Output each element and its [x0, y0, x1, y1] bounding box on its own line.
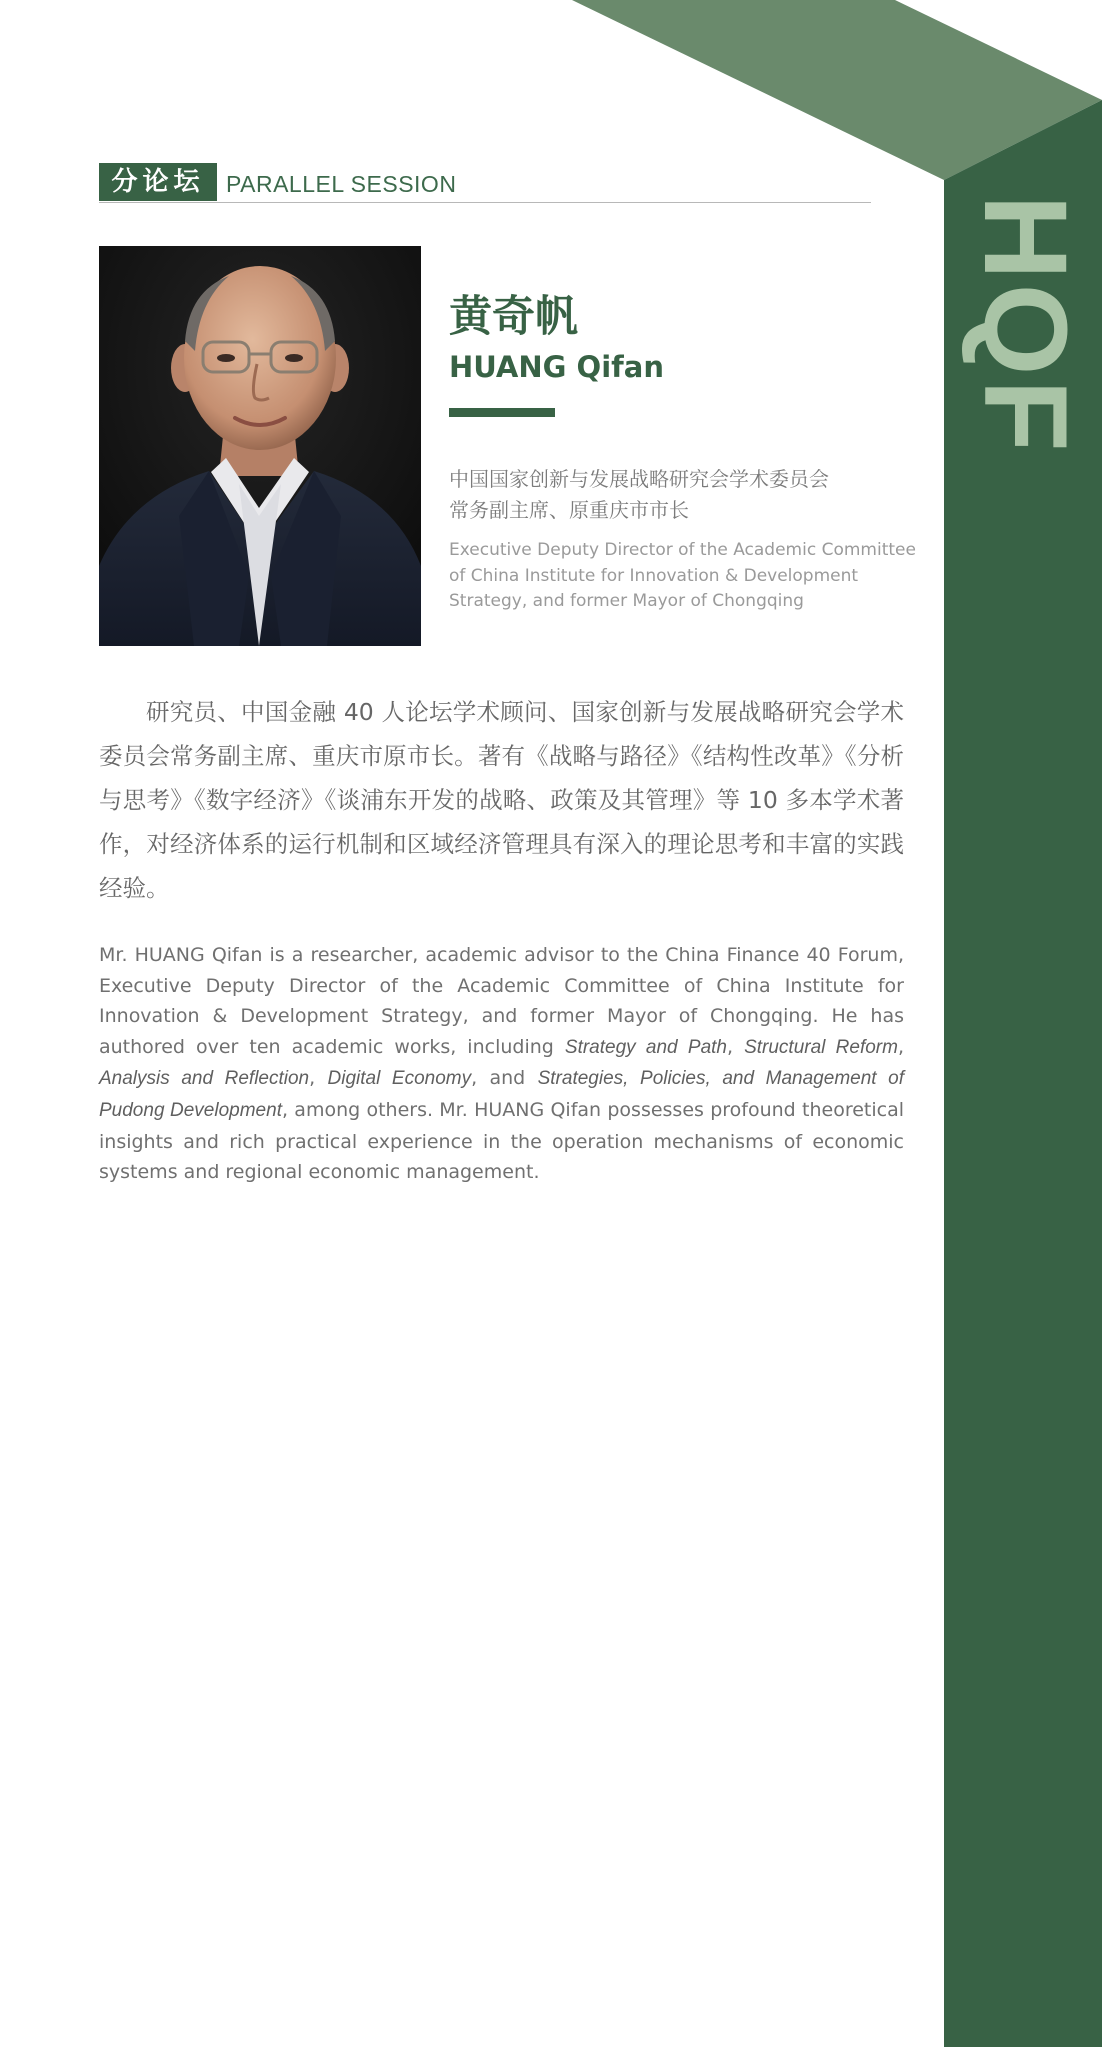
work-title: Analysis and Reflection	[99, 1068, 310, 1090]
speaker-title-en	[449, 538, 919, 615]
work-title: Strategy and Path	[564, 1036, 727, 1058]
speaker-name-cn: 黄奇帆	[449, 292, 578, 342]
bio-en-text: , among others. Mr. HUANG Qifan possesses profound theoretical insights and rich practical experience in the operation mechanisms of economic systems and regional economic management.	[99, 1098, 904, 1184]
bio-chinese: 研究员、中国金融 40 人论坛学术顾问、国家创新与发展战略研究会学术委员会常务副主席、重庆市原市长。著有《战略与路径》《结构性改革》《分析与思考》《数字经济》《谈浦东开发的战略、政策及其管理》等 10 多本学术著作，对经济体系的运行机制和区域经济管理具有深入的理论思考和丰富的实践经验。	[99, 698, 904, 902]
name-underline-bar	[449, 408, 555, 417]
session-label: PARALLEL SESSION	[226, 171, 457, 197]
work-title: Digital Economy	[327, 1068, 472, 1090]
title-cn-line: 常务副主席、原重庆市市长	[449, 498, 689, 522]
title-en-line: Strategy, and former Mayor of Chongqing	[449, 591, 804, 611]
session-badge: 分论坛	[99, 163, 217, 201]
speaker-name-en: HUANG Qifan	[449, 350, 664, 384]
work-title: Strategies, Policies, and Management of Pudong Development	[99, 1068, 904, 1121]
bio-en-separator: ,	[897, 1035, 904, 1058]
bio-en-separator: , and	[471, 1067, 538, 1090]
bio-english	[99, 940, 904, 1188]
work-title: Structural Reform	[744, 1036, 898, 1058]
side-initials-label: HQF	[959, 194, 1091, 456]
session-header	[99, 163, 871, 203]
title-en-line: of China Institute for Innovation & Development	[449, 565, 859, 586]
bio-en-separator: ,	[309, 1067, 328, 1090]
title-cn-line: 中国国家创新与发展战略研究会学术委员会	[449, 467, 829, 491]
speaker-title-cn	[449, 464, 919, 526]
bio-en-text: Mr. HUANG Qifan is a researcher, academic advisor to the China Finance 40 Forum, Executive Deputy Director of the Academic Committee of China Institute for Innovation & Development Strategy, and former Mayor of Chongqing. He has authored over ten academic works, including	[99, 944, 904, 1058]
bio-en-separator: ,	[727, 1035, 745, 1058]
speaker-portrait	[99, 246, 421, 646]
title-en-line: Executive Deputy Director of the Academic Committee	[449, 540, 916, 560]
portrait-illustration	[99, 246, 421, 646]
